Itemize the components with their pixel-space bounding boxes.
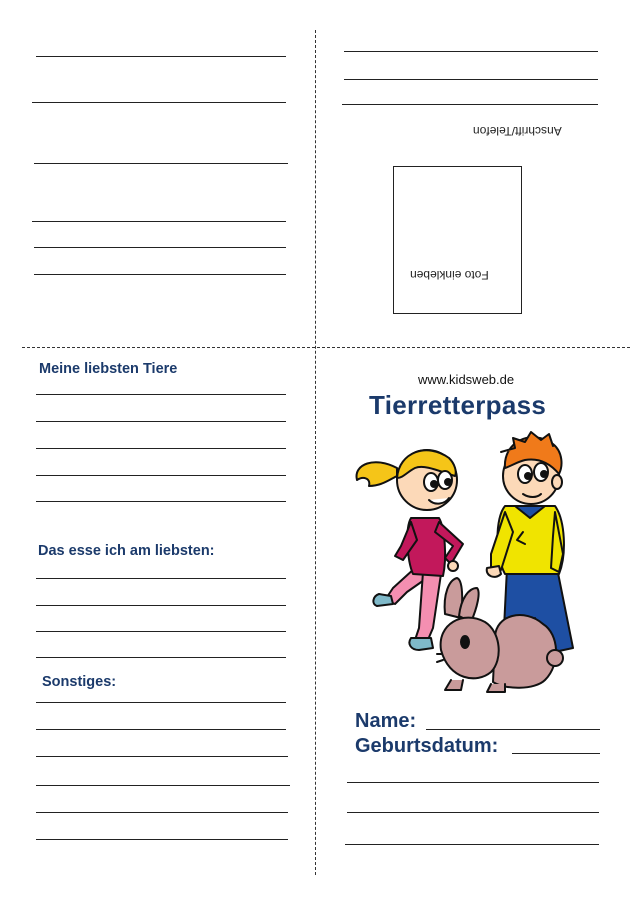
favorite-animals-heading: Meine liebsten Tiere [39, 361, 178, 377]
writing-line [34, 247, 286, 248]
birthdate-label: Geburtsdatum: [355, 735, 499, 757]
writing-line [36, 756, 288, 757]
address-line [344, 51, 598, 52]
address-line [342, 104, 598, 105]
writing-line [34, 274, 286, 275]
writing-line [36, 729, 286, 730]
writing-line [36, 475, 286, 476]
writing-line [36, 785, 290, 786]
writing-line [34, 163, 288, 164]
writing-line [36, 657, 286, 658]
writing-line [32, 102, 286, 103]
favorite-food-heading: Das esse ich am liebsten: [38, 543, 215, 559]
writing-line [36, 448, 286, 449]
writing-line [32, 221, 286, 222]
writing-line [36, 421, 286, 422]
name-input-line[interactable] [426, 729, 600, 730]
vertical-fold-line [315, 30, 316, 875]
writing-line [36, 702, 286, 703]
horizontal-fold-line [22, 347, 630, 348]
writing-line [347, 812, 599, 813]
writing-line [36, 812, 288, 813]
address-label: Anschrift/Telefon [473, 124, 562, 138]
name-label: Name: [355, 710, 417, 732]
website-url: www.kidsweb.de [418, 372, 515, 387]
writing-line [347, 782, 599, 783]
girl-figure [357, 450, 463, 650]
photo-label: Foto einkleben [410, 268, 489, 282]
writing-line [36, 839, 288, 840]
photo-box[interactable] [393, 166, 522, 314]
writing-line [36, 631, 286, 632]
writing-line [36, 501, 286, 502]
writing-line [345, 844, 599, 845]
writing-line [36, 56, 286, 57]
pass-title: Tierretterpass [369, 390, 547, 420]
writing-line [36, 394, 286, 395]
writing-line [36, 605, 286, 606]
other-heading: Sonstiges: [42, 674, 117, 690]
address-line [344, 79, 598, 80]
birthdate-input-line[interactable] [512, 753, 600, 754]
kids-with-rabbit-illustration [345, 428, 580, 698]
writing-line [36, 578, 286, 579]
